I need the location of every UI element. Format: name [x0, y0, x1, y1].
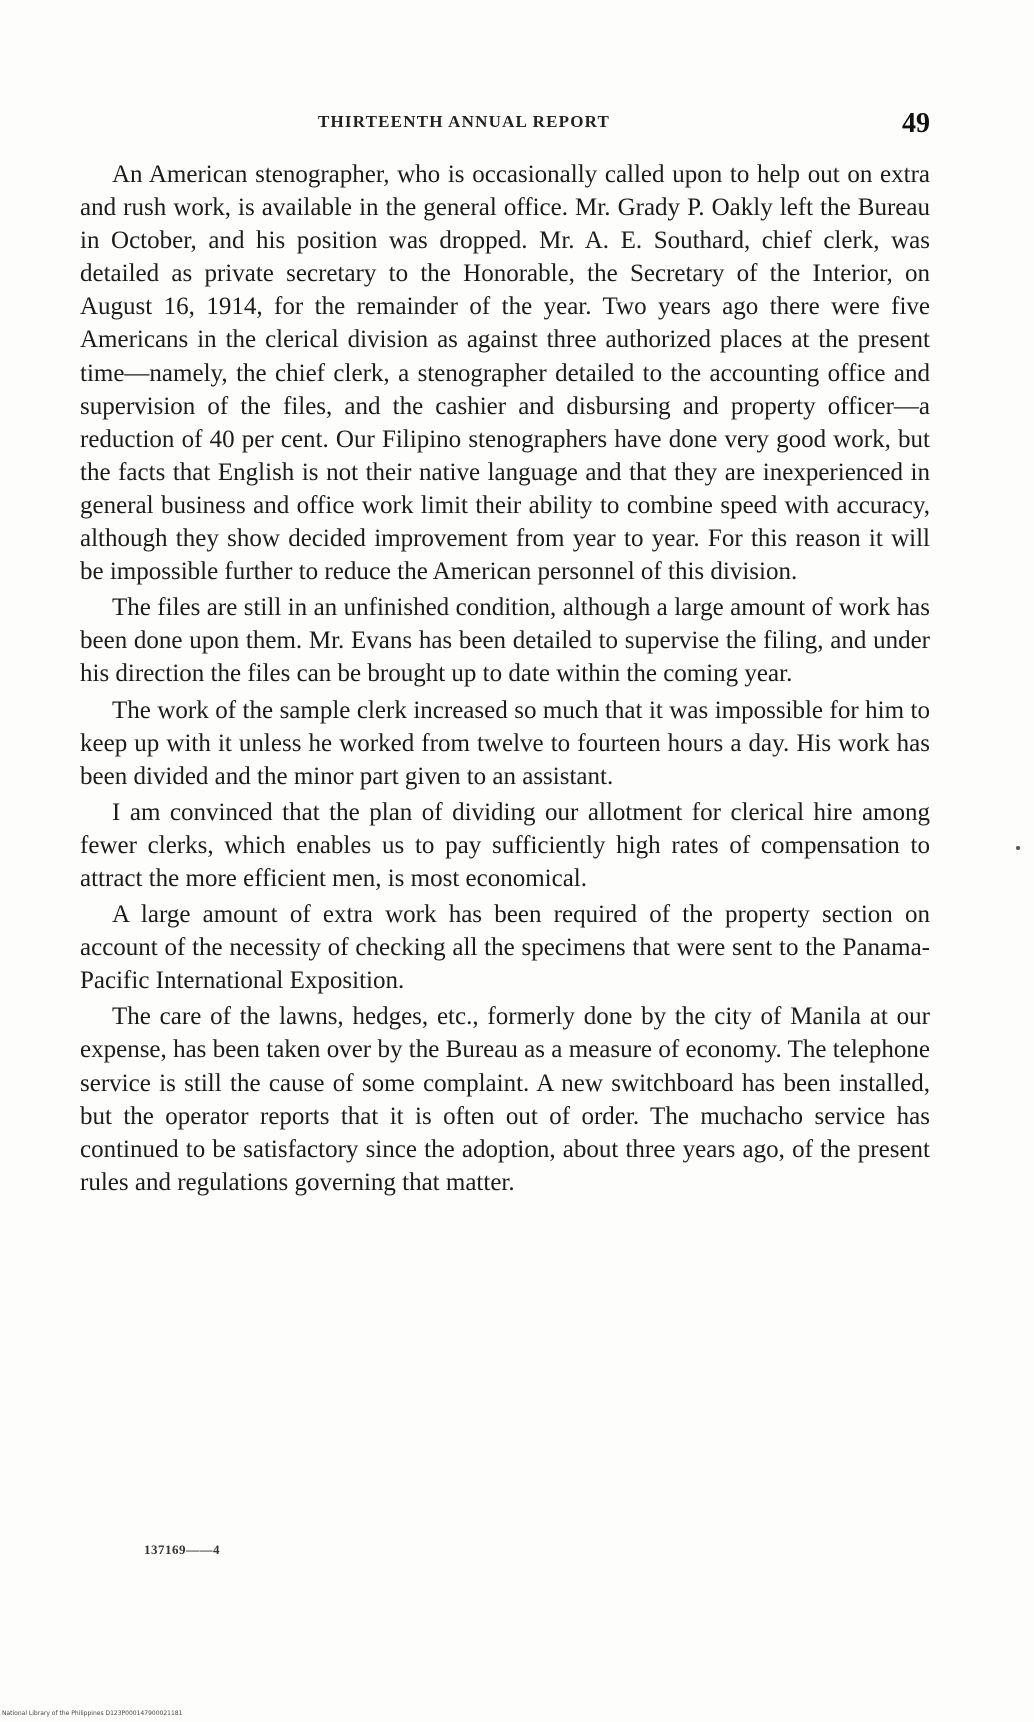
printer-signature-mark: 137169——4: [144, 1542, 220, 1557]
running-head: [80, 108, 930, 148]
scan-speck: [1016, 846, 1020, 850]
paragraph: An American stenographer, who is occasionally called upon to help out on extra and rush work, is available in the general office. Mr. Grady P. Oakly left the Bureau in October, and his position was dropped. Mr. A. E. Southard, chief clerk, was detailed as private secretary to the Honorable, the Secretary of the Interior, on August 16, 1914, for the remainder of the year. Two years ago there were five Americans in the clerical division as against three authorized places at the present time—namely, the chief clerk, a stenographer detailed to the accounting office and supervision of the files, and the cashier and disbursing and property officer—a reduction of 40 per cent. Our Filipino stenographers have done very good work, but the facts that English is not their native language and that they are inexperienced in general business and office work limit their ability to combine speed with accuracy, although they show decided improvement from year to year. For this reason it will be impossible further to reduce the American personnel of this division.: [80, 161, 930, 586]
paragraph: I am convinced that the plan of dividing our allotment for clerical hire among fewer clerks, which enables us to pay sufficiently high rates of compensation to attract the more efficient men, is most economical.: [80, 798, 930, 892]
paragraph: The files are still in an unfinished condition, although a large amount of work has been done upon them. Mr. Evans has been detailed to supervise the filing, and under his direction the files can be brought up to date within the coming year.: [80, 594, 930, 688]
body-text: [80, 158, 930, 1202]
running-title: THIRTEENTH ANNUAL REPORT: [317, 112, 611, 131]
paragraph: The work of the sample clerk increased so much that it was impossible for him to keep up with it unless he worked from twelve to fourteen hours a day. His work has been divided and the minor part given to an assistant.: [80, 696, 930, 790]
page-number: 49: [902, 108, 930, 139]
paragraph: A large amount of extra work has been required of the property section on account of the necessity of checking all the specimens that were sent to the Panama-Pacific International Exposition.: [80, 901, 930, 995]
paragraph: The care of the lawns, hedges, etc., formerly done by the city of Manila at our expense, has been taken over by the Bureau as a measure of economy. The telephone service is still the cause of some complaint. A new switchboard has been installed, but the operator reports that it is often out of order. The muchacho service has continued to be satisfactory since the adoption, about three years ago, of the present rules and regulations governing that matter.: [80, 1003, 930, 1196]
scan-credit-footer: National Library of the Philippines D123P000147900021181: [2, 1710, 183, 1717]
